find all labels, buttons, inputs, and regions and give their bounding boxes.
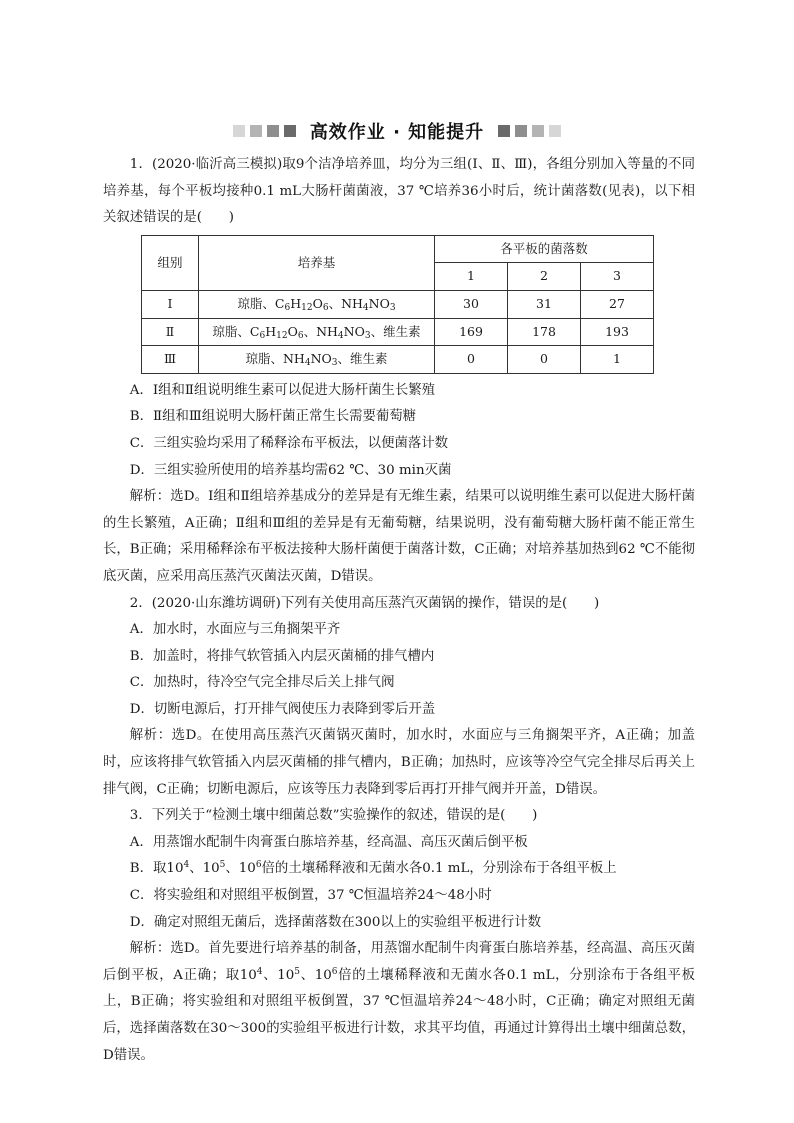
cell-count: 169 [435,318,508,346]
question-2-option-a: A．加水时，水面应与三角搁架平齐 [129,622,341,638]
square-icon [284,125,296,137]
cell-count: 178 [508,318,581,346]
question-2-option-b: B．加盖时，将排气软管插入内层灭菌桶的排气槽内 [129,648,435,664]
header-plate-1: 1 [435,263,508,291]
question-2-analysis: 解析：选D。在使用高压蒸汽灭菌锅灭菌时，加水时，水面应与三角搁架平齐，A正确；加盖时，应该将排气软管插入内层灭菌桶的排气槽内，B正确；加热时，应该等冷空气完全排尽后再关上排气阀，C正确；切断电源后，应该等压力表降到零后再打开排气阀并开盖，D错误。 [103,728,695,797]
square-icon [498,125,510,137]
question-3-option-a: A．用蒸馏水配制牛肉膏蛋白胨培养基，经高温、高压灭菌后倒平板 [129,834,528,850]
table-row [142,346,654,374]
header-medium: 培养基 [199,235,435,290]
square-icon [549,125,561,137]
header-counts: 各平板的菌落数 [435,235,654,263]
section-title: 高效作业 · 知能提升 [309,122,485,143]
header-decoration-left [233,125,296,137]
question-3-analysis: 解析：选D。首先要进行培养基的制备，用蒸馏水配制牛肉膏蛋白胨培养基，经高温、高压灭菌后倒平板，A正确；取$10^4$、$10^5$、$10^6$倍的土壤稀释液和无菌水各0.1 mL，分别涂布于各组平板上，B正确；将实验组和对照组平板倒置，37 ℃恒温培养24～48小时，C正确；确定对照组无菌后，选择菌落数在30～300的实验组平板进行计数，求其平均值，再通过计算得出土壤中细菌总数，D错误。 [103,941,695,1063]
header-decoration-right [498,125,561,137]
question-1-option-c: C．三组实验均采用了稀释涂布平板法，以便菌落计数 [129,435,449,451]
cell-count: 0 [508,346,581,374]
cell-count: 0 [435,346,508,374]
question-3-option-d: D．确定对照组无菌后，选择菌落数在300以上的实验组平板进行计数 [129,914,542,930]
cell-group: Ⅲ [142,346,199,374]
cell-medium: 琼脂、$C_6H_{12}O_6$、$NH_4NO_3$、维生素 [199,318,435,346]
colony-count-table [141,235,654,374]
question-2-stem: 2．(2020·山东潍坊调研)下列有关使用高压蒸汽灭菌锅的操作，错误的是( ) [129,595,600,611]
cell-group: Ⅱ [142,318,199,346]
question-3-option-c: C．将实验组和对照组平板倒置，37 ℃恒温培养24～48小时 [129,888,492,904]
square-icon [250,125,262,137]
question-1-option-b: B．Ⅱ组和Ⅲ组说明大肠杆菌正常生长需要葡萄糖 [129,409,417,425]
question-2-option-c: C．加热时，待冷空气完全排尽后关上排气阀 [129,675,395,691]
cell-count: 31 [508,290,581,318]
question-3-option-b: B．取$10^4$、$10^5$、$10^6$倍的土壤稀释液和无菌水各0.1 mL，分别涂布于各组平板上 [129,860,617,877]
header-plate-3: 3 [581,263,654,291]
document-body [103,152,695,1069]
cell-count: 1 [581,346,654,374]
cell-count: 30 [435,290,508,318]
square-icon [267,125,279,137]
header-plate-2: 2 [508,263,581,291]
question-2-option-d: D．切断电源后，打开排气阀使压力表降到零后开盖 [129,701,436,717]
table-header-row [142,235,654,263]
question-1-stem: 1．(2020·临沂高三模拟)取9个洁净培养皿，均分为三组(Ⅰ、Ⅱ、Ⅲ)，各组分别加入等量的不同培养基，每个平板均接种0.1 mL大肠杆菌菌液，37 ℃培养36小时后，统计菌落数(见表)，以下相关叙述错误的是( ) [103,157,695,226]
question-1-analysis: 解析：选D。Ⅰ组和Ⅱ组培养基成分的差异是有无维生素，结果可以说明维生素可以促进大肠杆菌的生长繁殖，A正确；Ⅱ组和Ⅲ组的差异是有无葡萄糖，结果说明，没有葡萄糖大肠杆菌不能正常生长，B正确；采用稀释涂布平板法接种大肠杆菌便于菌落计数，C正确；对培养基加热到62 ℃不能彻底灭菌，应采用高压蒸汽灭菌法灭菌，D错误。 [103,489,695,584]
header-group: 组别 [142,235,199,290]
cell-count: 193 [581,318,654,346]
cell-group: Ⅰ [142,290,199,318]
cell-medium: 琼脂、$C_6H_{12}O_6$、$NH_4NO_3$ [199,290,435,318]
question-3-stem: 3．下列关于“检测土壤中细菌总数”实验操作的叙述，错误的是( ) [129,808,538,824]
square-icon [233,125,245,137]
question-1-option-a: A．Ⅰ组和Ⅱ组说明维生素可以促进大肠杆菌生长繁殖 [129,382,436,398]
cell-medium: 琼脂、$NH_4NO_3$、维生素 [199,346,435,374]
section-header [0,118,794,144]
square-icon [515,125,527,137]
table-row [142,290,654,318]
square-icon [532,125,544,137]
question-1-option-d: D．三组实验所使用的培养基均需62 ℃、30 min灭菌 [129,462,452,478]
cell-count: 27 [581,290,654,318]
table-row [142,318,654,346]
